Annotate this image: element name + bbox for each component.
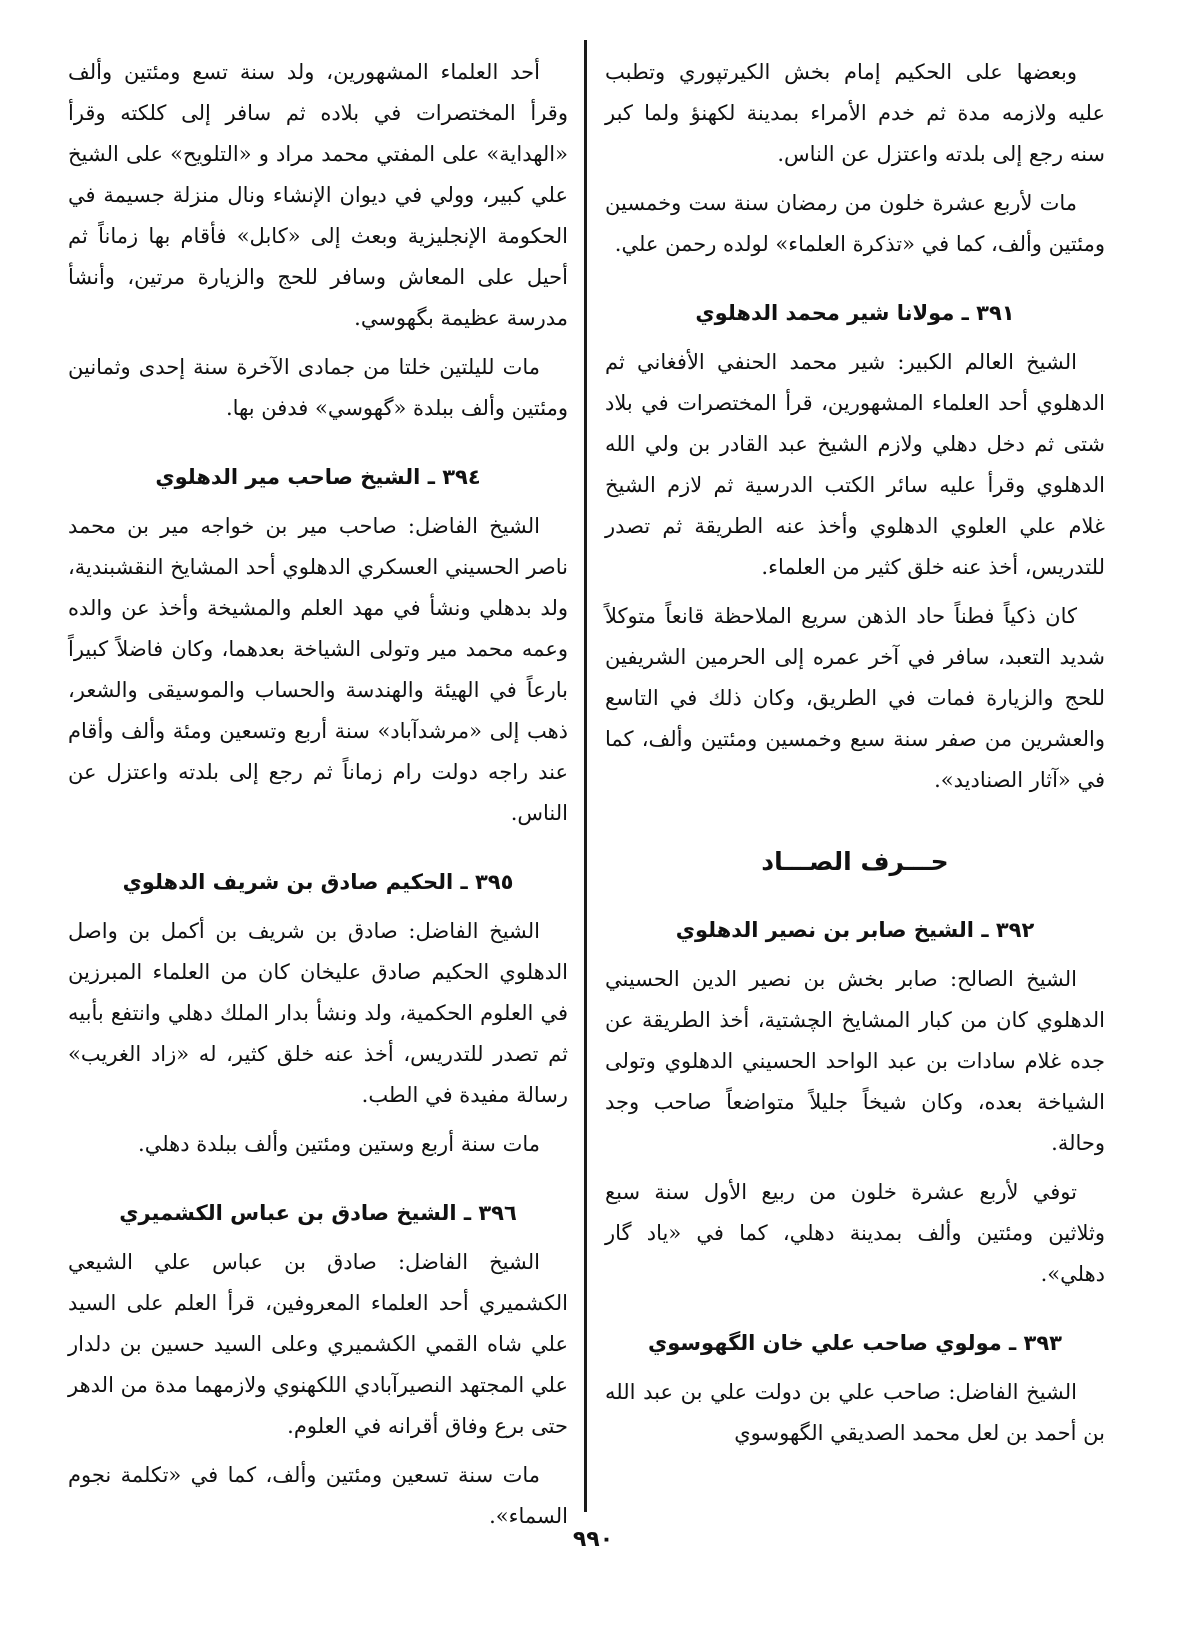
paragraph: توفي لأربع عشرة خلون من ربيع الأول سنة سبع وثلاثين ومئتين وألف بمدينة دهلي، كما في «ياد گار دهلي». [605, 1180, 1105, 1286]
paragraph: الشيخ الفاضل: صاحب علي بن دولت علي بن عبد الله بن أحمد بن لعل محمد الصديقي الگهوسوي [605, 1380, 1105, 1445]
page-number: ٩٩٠ [572, 1527, 614, 1552]
entry-heading-395: ٣٩٥ ـ الحكيم صادق بن شريف الدهلوي [122, 870, 514, 894]
paragraph: الشيخ الفاضل: صادق بن شريف بن أكمل بن واصل الدهلوي الحكيم صادق عليخان كان من العلماء المبرزين في العلوم الحكمية، ولد ونشأ بدار الملك دهلي وانتفع بأبيه ثم تصدر للتدريس، أخذ عنه خلق كثير، له «زاد الغريب» رسالة مفيدة في الطب. [68, 919, 568, 1107]
paragraph: الشيخ الفاضل: صادق بن عباس علي الشيعي الكشميري أحد العلماء المعروفين، قرأ العلم على السيد علي شاه القمي الكشميري وعلى السيد حسين بن دلدار علي المجتهد النصيرآبادي اللكهنوي ولازمهما مدة من الدهر حتى برع وفاق أقرانه في العلوم. [68, 1250, 568, 1438]
left-column [68, 52, 568, 1543]
paragraph: مات لأربع عشرة خلون من رمضان سنة ست وخمسين ومئتين وألف، كما في «تذكرة العلماء» لولده رحمن علي. [605, 191, 1105, 256]
paragraph: أحد العلماء المشهورين، ولد سنة تسع ومئتين وألف وقرأ المختصرات في بلاده ثم سافر إلى كلكته وقرأ «الهداية» على المفتي محمد مراد و «التلويح» على الشيخ علي كبير، وولي في ديوان الإنشاء ونال منزلة جسيمة في الحكومة الإنجليزية وبعث إلى «كابل» فأقام بها زماناً ثم أحيل على المعاش وسافر للحج والزيارة مرتين، وأنشأ مدرسة عظيمة بگهوسي. [68, 60, 568, 330]
right-column [605, 52, 1105, 1460]
column-divider [584, 40, 587, 1512]
entry-heading-393: ٣٩٣ ـ مولوي صاحب علي خان الگهوسوي [647, 1331, 1062, 1355]
paragraph: كان ذكياً فطناً حاد الذهن سريع الملاحظة قانعاً متوكلاً شديد التعبد، سافر في آخر عمره إلى الحرمين الشريفين للحج والزيارة فمات في الطريق، وكان ذلك في التاسع والعشرين من صفر سنة سبع وخمسين ومئتين وألف، كما في «آثار الصناديد». [605, 604, 1105, 792]
paragraph: الشيخ العالم الكبير: شير محمد الحنفي الأفغاني ثم الدهلوي أحد العلماء المشهورين، قرأ المختصرات في بلاد شتى ثم دخل دهلي ولازم الشيخ عبد القادر بن ولي الله الدهلوي وقرأ عليه سائر الكتب الدرسية ثم لازم الشيخ غلام علي العلوي الدهلوي وأخذ عنه الطريقة ثم تصدر للتدريس، أخذ عنه خلق كثير من العلماء. [605, 350, 1105, 579]
paragraph: وبعضها على الحكيم إمام بخش الكيرتپوري وتطبب عليه ولازمه مدة ثم خدم الأمراء بمدينة لكهنؤ ولما كبر سنه رجع إلى بلدته واعتزل عن الناس. [605, 60, 1105, 166]
entry-heading-392: ٣٩٢ ـ الشيخ صابر بن نصير الدهلوي [675, 918, 1035, 942]
paragraph: الشيخ الفاضل: صاحب مير بن خواجه مير بن محمد ناصر الحسيني العسكري الدهلوي أحد المشايخ النقشبندية، ولد بدهلي ونشأ في مهد العلم والمشيخة وأخذ عن والده وعمه محمد مير وتولى الشياخة بعدهما، وكان فاضلاً كبيراً بارعاً في الهيئة والهندسة والحساب والموسيقى والشعر، ذهب إلى «مرشدآباد» سنة أربع وتسعين ومئة وألف وأقام عند راجه دولت رام زماناً ثم رجع إلى بلدته واعتزل عن الناس. [68, 514, 568, 825]
paragraph: مات سنة تسعين ومئتين وألف، كما في «تكلمة نجوم السماء». [68, 1463, 568, 1528]
paragraph: مات سنة أربع وستين ومئتين وألف ببلدة دهلي. [138, 1132, 540, 1156]
paragraph: الشيخ الصالح: صابر بخش بن نصير الدين الحسيني الدهلوي كان من كبار المشايخ الچشتية، أخذ الطريقة عن جده غلام سادات بن عبد الواحد الحسيني الدهلوي وتولى الشياخة بعده، وكان شيخاً جليلاً متواضعاً صاحب وجد وحالة. [605, 967, 1105, 1155]
entry-heading-396: ٣٩٦ ـ الشيخ صادق بن عباس الكشميري [119, 1201, 517, 1225]
entry-heading-394: ٣٩٤ ـ الشيخ صاحب مير الدهلوي [155, 465, 481, 489]
paragraph: مات لليلتين خلتا من جمادى الآخرة سنة إحدى وثمانين ومئتين وألف ببلدة «گهوسي» فدفن بها. [68, 355, 568, 420]
entry-heading-391: ٣٩١ ـ مولانا شير محمد الدهلوي [695, 301, 1015, 325]
section-title-letter-sad: حـــرف الصـــاد [761, 847, 949, 876]
